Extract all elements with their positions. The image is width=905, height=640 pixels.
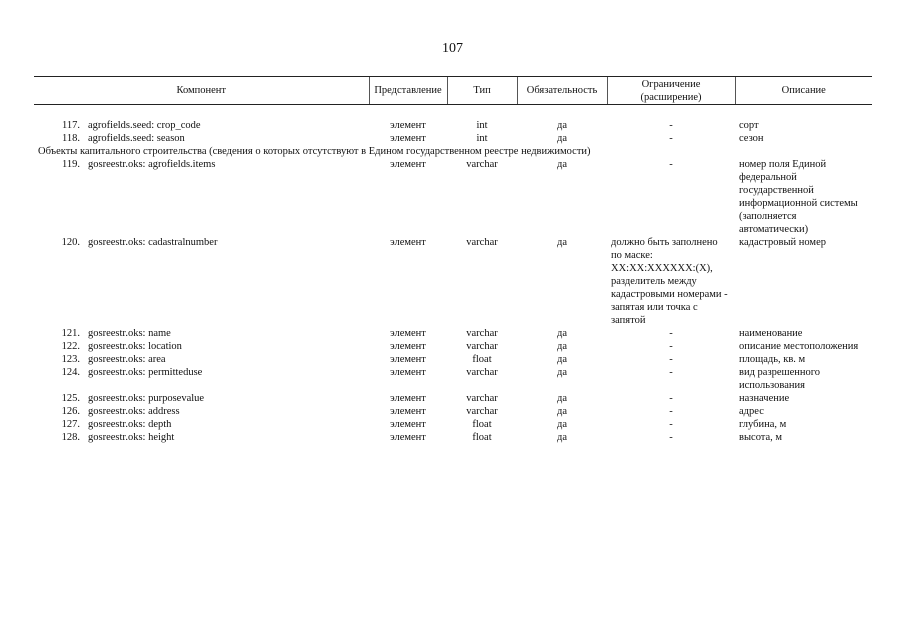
row-number: 128. bbox=[61, 432, 80, 443]
row-required: да bbox=[557, 133, 568, 144]
specification-table bbox=[34, 76, 872, 444]
table-row bbox=[34, 119, 872, 132]
row-representation: элемент bbox=[390, 354, 426, 365]
row-type: int bbox=[476, 133, 488, 144]
row-description: кадастровый номер bbox=[739, 237, 826, 248]
section-title: Объекты капитального строительства (сведения о которых отсутствуют в Едином государственном реестре недвижимости) bbox=[38, 146, 591, 157]
row-number: 124. bbox=[61, 367, 80, 378]
row-component: gosreestr.oks: purposevalue bbox=[88, 393, 205, 404]
row-required: да bbox=[557, 159, 568, 170]
row-representation: элемент bbox=[390, 328, 426, 339]
table-row bbox=[34, 132, 872, 145]
row-type: varchar bbox=[466, 393, 498, 404]
row-restriction: - bbox=[669, 406, 673, 417]
row-number: 125. bbox=[61, 393, 80, 404]
row-representation: элемент bbox=[390, 120, 426, 131]
table-row bbox=[34, 158, 872, 236]
table-section bbox=[34, 145, 872, 158]
row-required: да bbox=[557, 419, 568, 430]
row-component: gosreestr.oks: address bbox=[88, 406, 180, 417]
table-row bbox=[34, 418, 872, 431]
row-number: 117. bbox=[62, 120, 80, 131]
header-component: Компонент bbox=[34, 77, 369, 105]
row-type: varchar bbox=[466, 341, 498, 352]
row-description: вид разрешенного использования bbox=[739, 367, 821, 391]
row-component: gosreestr.oks: permitteduse bbox=[88, 367, 203, 378]
row-component: gosreestr.oks: location bbox=[88, 341, 182, 352]
row-representation: элемент bbox=[390, 159, 426, 170]
row-description: сорт bbox=[739, 120, 759, 131]
row-component: agrofields.seed: crop_code bbox=[88, 120, 201, 131]
row-description: глубина, м bbox=[739, 419, 787, 430]
row-restriction: - bbox=[669, 354, 673, 365]
table-row bbox=[34, 236, 872, 327]
row-type: varchar bbox=[466, 367, 498, 378]
row-component: gosreestr.oks: agrofields.items bbox=[88, 159, 216, 170]
row-description: высота, м bbox=[739, 432, 783, 443]
row-restriction: - bbox=[669, 419, 673, 430]
header-required: Обязательность bbox=[517, 77, 607, 105]
row-type: varchar bbox=[466, 159, 498, 170]
row-description: назначение bbox=[739, 393, 790, 404]
row-representation: элемент bbox=[390, 367, 426, 378]
row-required: да bbox=[557, 341, 568, 352]
row-description: адрес bbox=[739, 406, 764, 417]
row-component: agrofields.seed: season bbox=[88, 133, 185, 144]
table-row bbox=[34, 431, 872, 444]
row-required: да bbox=[557, 406, 568, 417]
row-description: номер поля Единой федеральной государственной информационной системы (заполняется автоматически) bbox=[739, 159, 858, 235]
row-representation: элемент bbox=[390, 419, 426, 430]
row-type: float bbox=[472, 354, 492, 365]
row-number: 126. bbox=[61, 406, 80, 417]
table-row bbox=[34, 327, 872, 340]
row-component: gosreestr.oks: area bbox=[88, 354, 166, 365]
row-required: да bbox=[557, 432, 568, 443]
page-number: 107 bbox=[442, 41, 463, 56]
row-description: сезон bbox=[739, 133, 764, 144]
header-description: Описание bbox=[735, 77, 872, 105]
row-component: gosreestr.oks: cadastralnumber bbox=[88, 237, 218, 248]
row-representation: элемент bbox=[390, 432, 426, 443]
row-number: 119. bbox=[62, 159, 80, 170]
row-number: 123. bbox=[61, 354, 80, 365]
row-component: gosreestr.oks: depth bbox=[88, 419, 172, 430]
row-number: 118. bbox=[62, 133, 80, 144]
row-restriction: - bbox=[669, 133, 673, 144]
row-required: да bbox=[557, 328, 568, 339]
row-required: да bbox=[557, 237, 568, 248]
row-component: gosreestr.oks: height bbox=[88, 432, 175, 443]
row-description: площадь, кв. м bbox=[739, 354, 806, 365]
header-type: Тип bbox=[447, 77, 517, 105]
row-restriction: - bbox=[669, 120, 673, 131]
row-restriction: - bbox=[669, 328, 673, 339]
row-type: varchar bbox=[466, 406, 498, 417]
row-restriction: должно быть заполнено по маске: XX:XX:XXXXXX:(X), разделитель между кадастровыми номерами - запятая или точка с запятой bbox=[611, 237, 728, 326]
table-header bbox=[34, 77, 872, 105]
table-body-oks bbox=[34, 158, 872, 444]
row-type: varchar bbox=[466, 237, 498, 248]
row-representation: элемент bbox=[390, 133, 426, 144]
table-row bbox=[34, 392, 872, 405]
row-representation: элемент bbox=[390, 393, 426, 404]
row-restriction: - bbox=[669, 432, 673, 443]
row-representation: элемент bbox=[390, 341, 426, 352]
row-required: да bbox=[557, 367, 568, 378]
row-required: да bbox=[557, 393, 568, 404]
table-row bbox=[34, 366, 872, 392]
row-required: да bbox=[557, 120, 568, 131]
row-restriction: - bbox=[669, 341, 673, 352]
row-representation: элемент bbox=[390, 406, 426, 417]
header-representation: Представление bbox=[369, 77, 447, 105]
row-type: int bbox=[476, 120, 488, 131]
table-body-crops bbox=[34, 105, 872, 146]
row-restriction: - bbox=[669, 393, 673, 404]
table-row bbox=[34, 353, 872, 366]
row-type: varchar bbox=[466, 328, 498, 339]
row-number: 121. bbox=[61, 328, 80, 339]
row-restriction: - bbox=[669, 367, 673, 378]
row-number: 120. bbox=[61, 237, 80, 248]
table-row bbox=[34, 405, 872, 418]
row-restriction: - bbox=[669, 159, 673, 170]
row-type: float bbox=[472, 419, 492, 430]
table-row bbox=[34, 340, 872, 353]
row-number: 127. bbox=[61, 419, 80, 430]
header-restriction: Ограничение (расширение) bbox=[607, 77, 735, 105]
row-type: float bbox=[472, 432, 492, 443]
row-representation: элемент bbox=[390, 237, 426, 248]
row-component: gosreestr.oks: name bbox=[88, 328, 171, 339]
row-description: описание местоположения bbox=[739, 341, 859, 352]
row-number: 122. bbox=[61, 341, 80, 352]
row-description: наименование bbox=[739, 328, 803, 339]
row-required: да bbox=[557, 354, 568, 365]
